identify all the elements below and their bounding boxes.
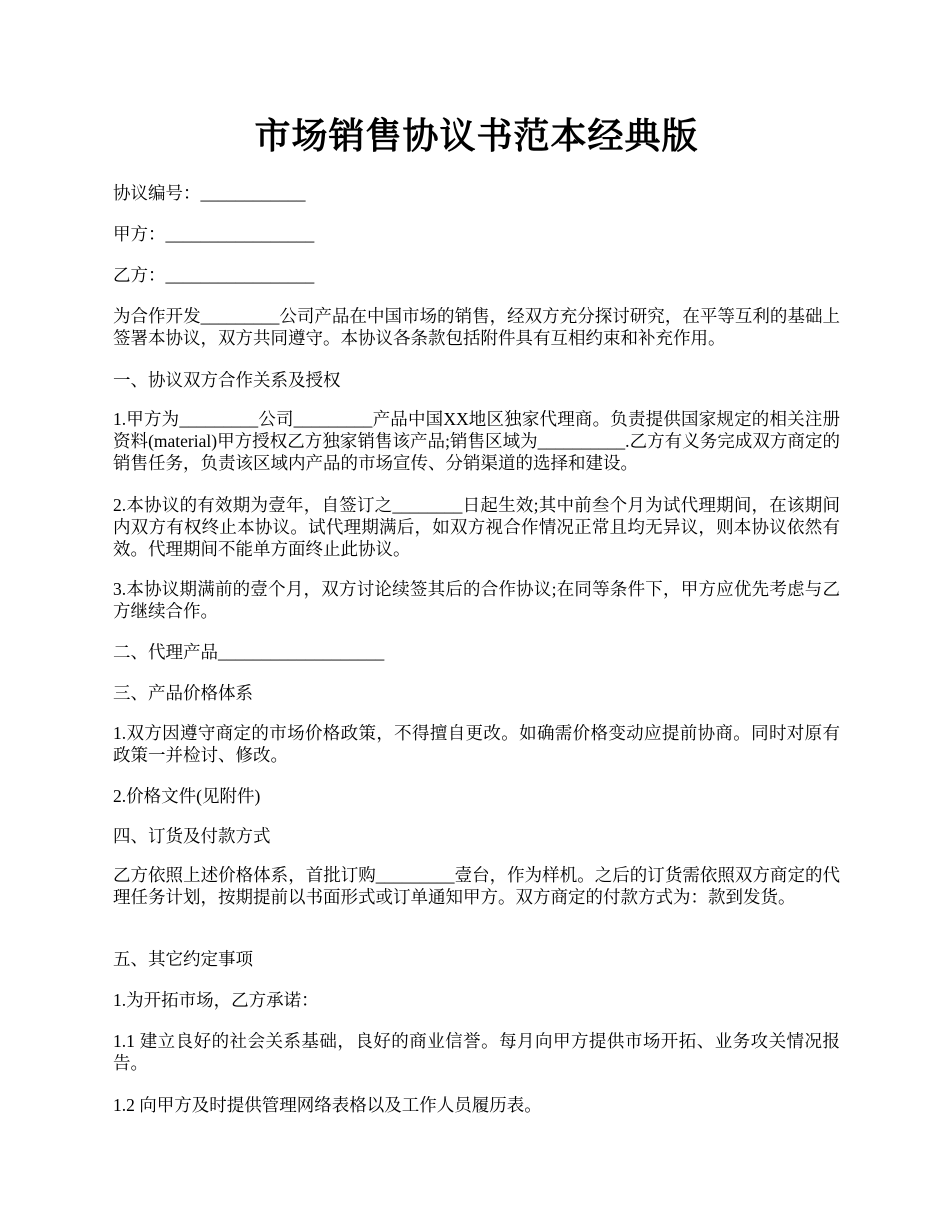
- preamble-paragraph: 为合作开发_________公司产品在中国市场的销售，经双方充分探讨研究，在平等互利的基础上签署本协议，双方共同遵守。本协议各条款包括附件具有互相约束和补充作用。: [113, 306, 840, 348]
- section-3-clause-1: 1.双方因遵守商定的市场价格政策，不得擅自更改。如确需价格变动应提前协商。同时对原有政策一并检讨、修改。: [113, 723, 840, 765]
- section-4-paragraph: 乙方依照上述价格体系，首批订购_________壹台，作为样机。之后的订货需依照双方商定的代理任务计划，按期提前以书面形式或订单通知甲方。双方商定的付款方式为：款到发货。: [113, 865, 840, 907]
- section-1-clause-1: 1.甲方为_________公司_________产品中国XX地区独家代理商。负责提供国家规定的相关注册资料(material)甲方授权乙方独家销售该产品;销售区域为__________.乙方有义务完成双方商定的销售任务，负责该区域内产品的市场宣传、分销渠道的选择和建设。: [113, 409, 840, 473]
- section-5-heading: 五、其它约定事项: [113, 949, 253, 969]
- party-a-line: 甲方：_________________: [113, 224, 315, 244]
- agreement-number-line: 协议编号：____________: [113, 183, 306, 203]
- section-1-clause-2: 2.本协议的有效期为壹年，自签订之________日起生效;其中前叁个月为试代理期间，在该期间内双方有权终止本协议。试代理期满后，如双方视合作情况正常且均无异议，则本协议依然有效。代理期间不能单方面终止此协议。: [113, 495, 840, 559]
- section-5-clause-1-1: 1.1 建立良好的社会关系基础，良好的商业信誉。每月向甲方提供市场开拓、业务攻关情况报告。: [113, 1031, 840, 1073]
- section-4-heading: 四、订货及付款方式: [113, 826, 271, 846]
- section-3-heading: 三、产品价格体系: [113, 683, 253, 703]
- party-b-line: 乙方：_________________: [113, 265, 315, 285]
- section-5-clause-1-2: 1.2 向甲方及时提供管理网络表格以及工作人员履历表。: [113, 1095, 542, 1115]
- section-3-clause-2: 2.价格文件(见附件): [113, 786, 261, 806]
- document-title: 市场销售协议书范本经典版: [254, 116, 699, 156]
- section-5-clause-1: 1.为开拓市场，乙方承诺：: [113, 990, 319, 1010]
- section-2-heading: 二、代理产品___________________: [113, 642, 385, 662]
- section-1-clause-3: 3.本协议期满前的壹个月，双方讨论续签其后的合作协议;在同等条件下，甲方应优先考虑与乙方继续合作。: [113, 579, 840, 621]
- section-1-heading: 一、协议双方合作关系及授权: [113, 370, 341, 390]
